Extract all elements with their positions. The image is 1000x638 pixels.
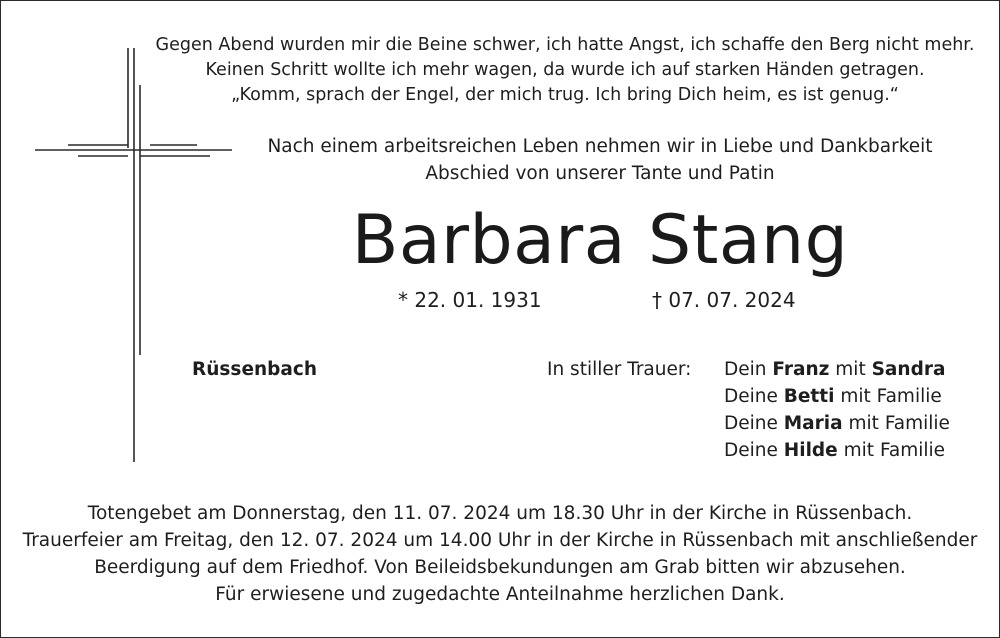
mourner-prefix: Deine [724,440,778,461]
footer-line: Trauerfeier am Freitag, den 12. 07. 2024 um 14.00 Uhr in der Kirche in Rüssenbach mit anschließender [22,530,978,551]
mourner-entry [724,356,950,383]
mourner-entry [724,383,950,410]
mourner-name: Maria [783,413,843,434]
intro-text [200,133,1000,187]
poem-line: Gegen Abend wurden mir die Beine schwer, ich hatte Angst, ich schaffe den Berg nicht mehr. [155,35,975,55]
mourner-connector: mit [843,440,875,461]
mourner-connector: mit [840,386,871,407]
footer-line: Für erwiesene und zugedachte Anteilnahme herzlichen Dank. [215,584,785,605]
intro-line: Nach einem arbeitsreichen Leben nehmen wir in Liebe und Dankbarkeit [267,136,933,157]
place-name: Rüssenbach [192,359,318,380]
poem-block [140,33,990,108]
mourner-suffix: Familie [879,440,946,461]
mourner-name: Betti [783,386,835,407]
mourner-entry [724,410,950,437]
service-details [0,500,1000,608]
mourner-name: Hilde [783,440,838,461]
mourner-suffix: Familie [876,386,942,407]
footer-line: Beerdigung auf dem Friedhof. Von Beileidsbekundungen am Grab bitten wir abzusehen. [94,557,906,578]
mourner-prefix: Dein [724,359,767,380]
mourner-connector: mit [848,413,879,434]
mourners-list [724,356,950,464]
intro-line: Abschied von unserer Tante und Patin [425,163,775,184]
mourner-prefix: Deine [724,413,778,434]
deceased-name: Barbara Stang [351,201,849,280]
poem-line: „Komm, sprach der Engel, der mich trug. Ich bring Dich heim, es ist genug.“ [231,85,899,105]
mourner-suffix: Sandra [871,359,946,380]
poem-line: Keinen Schritt wollte ich mehr wagen, da wurde ich auf starken Händen getragen. [205,60,925,80]
footer-line: Totengebet am Donnerstag, den 11. 07. 2024 um 18.30 Uhr in der Kirche in Rüssenbach. [87,503,913,524]
mourner-suffix: Familie [884,413,950,434]
birth-date: * 22. 01. 1931 [398,288,542,312]
mourner-name: Franz [772,359,830,380]
mourners-label: In stiller Trauer: [547,359,692,380]
mourner-prefix: Deine [724,386,778,407]
mourner-entry [724,437,950,464]
mourner-connector: mit [835,359,866,380]
death-date: † 07. 07. 2024 [652,288,796,312]
